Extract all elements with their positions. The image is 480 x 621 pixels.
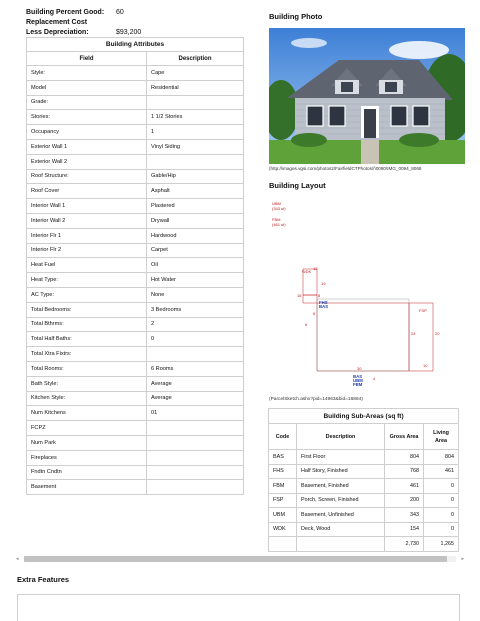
- subarea-living: 0: [424, 508, 459, 523]
- subarea-living: 0: [424, 522, 459, 537]
- building-layout-title: Building Layout: [269, 181, 326, 190]
- dim-16: 16: [297, 293, 302, 298]
- attribute-field: Num Kitchens: [27, 406, 147, 421]
- replacement-cost-row: [26, 18, 246, 28]
- attribute-field: Interior Wall 2: [27, 213, 147, 228]
- subareas-total-living: 1,265: [424, 537, 459, 552]
- subareas-title: Building Sub-Areas (sq ft): [269, 409, 459, 424]
- attribute-field: Num Park: [27, 435, 147, 450]
- subareas-description-header: Description: [297, 424, 385, 450]
- building-attributes-table: [26, 37, 244, 495]
- attribute-row: [27, 361, 244, 376]
- subareas-gross-header: Gross Area: [385, 424, 424, 450]
- percent-good-value: 60: [116, 9, 124, 16]
- less-depreciation-label: Less Depreciation:: [26, 29, 89, 36]
- attribute-field: Interior Wall 1: [27, 199, 147, 214]
- label-bas-bottom: BAS: [353, 374, 363, 379]
- attribute-field: AC Type:: [27, 287, 147, 302]
- attribute-description: 1: [147, 125, 244, 140]
- attribute-description: [147, 347, 244, 362]
- attribute-row: [27, 302, 244, 317]
- subareas-living-header: Living Area: [424, 424, 459, 450]
- attribute-description: [147, 465, 244, 480]
- building-summary: [26, 8, 246, 38]
- dim-20: 20: [435, 331, 440, 336]
- attribute-description: Hardwood: [147, 228, 244, 243]
- building-subareas-table: [268, 408, 459, 552]
- attribute-row: [27, 435, 244, 450]
- attribute-field: Total Bthrms:: [27, 317, 147, 332]
- attribute-row: [27, 332, 244, 347]
- sketch-fsp: [409, 303, 433, 371]
- attribute-row: [27, 139, 244, 154]
- subarea-row: [269, 522, 459, 537]
- attributes-field-header: Field: [27, 52, 147, 66]
- attribute-description: Cape: [147, 66, 244, 81]
- label-ubm-bottom: UBM: [353, 378, 363, 383]
- dim-19-top: 19: [321, 281, 326, 286]
- attribute-description: Oil: [147, 258, 244, 273]
- attribute-field: Interior Flr 2: [27, 243, 147, 258]
- attribute-row: [27, 287, 244, 302]
- attribute-description: [147, 154, 244, 169]
- horizontal-scrollbar[interactable]: [16, 555, 464, 563]
- attribute-field: FCPZ: [27, 421, 147, 436]
- subarea-gross: 804: [385, 450, 424, 465]
- label-fsp: FSP: [419, 308, 427, 313]
- subareas-total-gross: 2,730: [385, 537, 424, 552]
- attribute-field: Stories:: [27, 110, 147, 125]
- dim-12: 12: [313, 266, 318, 271]
- attribute-description: Hot Water: [147, 273, 244, 288]
- dim-24: 24: [411, 331, 416, 336]
- legend-fbm-area: (461 sf): [272, 222, 286, 227]
- subarea-row: [269, 493, 459, 508]
- attribute-description: [147, 480, 244, 495]
- attribute-row: [27, 228, 244, 243]
- attribute-description: Vinyl Siding: [147, 139, 244, 154]
- attribute-row: [27, 184, 244, 199]
- label-wdk: WDK: [302, 269, 312, 274]
- attribute-field: Total Rooms:: [27, 361, 147, 376]
- attribute-row: [27, 243, 244, 258]
- attributes-title: Building Attributes: [27, 38, 244, 52]
- subarea-description: Half Story, Finished: [297, 464, 385, 479]
- sketch-bas: [317, 303, 409, 371]
- subarea-description: First Floor: [297, 450, 385, 465]
- dim-10: 10: [423, 363, 428, 368]
- legend-ubm-area: (343 sf): [272, 206, 286, 211]
- subarea-code: BAS: [269, 450, 297, 465]
- attribute-field: Kitchen Style:: [27, 391, 147, 406]
- attribute-field: Exterior Wall 1: [27, 139, 147, 154]
- attribute-description: [147, 450, 244, 465]
- attribute-field: Occupancy: [27, 125, 147, 140]
- attribute-field: Style:: [27, 66, 147, 81]
- attribute-description: Drywall: [147, 213, 244, 228]
- subareas-body: [269, 450, 459, 537]
- attribute-description: [147, 95, 244, 110]
- extra-features-panel: [17, 594, 460, 621]
- attribute-description: Average: [147, 391, 244, 406]
- subareas-total-row: [269, 537, 459, 552]
- attribute-description: None: [147, 287, 244, 302]
- attribute-description: 1 1/2 Stories: [147, 110, 244, 125]
- attribute-row: [27, 125, 244, 140]
- attribute-field: Roof Cover: [27, 184, 147, 199]
- attribute-description: 2: [147, 317, 244, 332]
- subarea-code: UBM: [269, 508, 297, 523]
- attribute-field: Grade:: [27, 95, 147, 110]
- subarea-gross: 768: [385, 464, 424, 479]
- attribute-description: 6 Rooms: [147, 361, 244, 376]
- attribute-row: [27, 66, 244, 81]
- attribute-description: Average: [147, 376, 244, 391]
- house-photo-image: [269, 28, 465, 164]
- attribute-description: Residential: [147, 80, 244, 95]
- label-fbm-bottom: FBM: [353, 382, 363, 387]
- attribute-field: Exterior Wall 2: [27, 154, 147, 169]
- attribute-row: [27, 95, 244, 110]
- attribute-field: Heat Fuel: [27, 258, 147, 273]
- subarea-living: 461: [424, 464, 459, 479]
- subarea-row: [269, 450, 459, 465]
- sketch-outline: [317, 299, 409, 371]
- attribute-field: Roof Structure:: [27, 169, 147, 184]
- subarea-row: [269, 479, 459, 494]
- scroll-right-arrow-icon[interactable]: ▸: [461, 556, 464, 562]
- layout-sketch-svg: [269, 195, 465, 395]
- dim-6: 6: [313, 311, 316, 316]
- building-layout-sketch[interactable]: [269, 195, 465, 395]
- attribute-field: Total Xtra Fixtrs:: [27, 347, 147, 362]
- attribute-description: Carpet: [147, 243, 244, 258]
- subarea-code: FHS: [269, 464, 297, 479]
- subarea-description: Basement, Finished: [297, 479, 385, 494]
- attribute-row: [27, 213, 244, 228]
- attribute-field: Bath Style:: [27, 376, 147, 391]
- subarea-code: WDK: [269, 522, 297, 537]
- attribute-description: [147, 421, 244, 436]
- building-photo[interactable]: [269, 28, 465, 164]
- attribute-row: [27, 347, 244, 362]
- attribute-row: [27, 450, 244, 465]
- subareas-code-header: Code: [269, 424, 297, 450]
- attributes-description-header: Description: [147, 52, 244, 66]
- attribute-row: [27, 154, 244, 169]
- subarea-row: [269, 464, 459, 479]
- attribute-row: [27, 406, 244, 421]
- subarea-living: 0: [424, 479, 459, 494]
- scrollbar-thumb[interactable]: [24, 556, 447, 562]
- attribute-row: [27, 273, 244, 288]
- subarea-living: 804: [424, 450, 459, 465]
- replacement-cost-label: Replacement Cost: [26, 19, 88, 26]
- less-depreciation-value: $93,200: [116, 29, 142, 36]
- subarea-gross: 461: [385, 479, 424, 494]
- subarea-code: FBM: [269, 479, 297, 494]
- subarea-row: [269, 508, 459, 523]
- subarea-gross: 200: [385, 493, 424, 508]
- dim-30: 30: [357, 366, 362, 371]
- attribute-row: [27, 110, 244, 125]
- attributes-body: [27, 66, 244, 495]
- attribute-description: [147, 435, 244, 450]
- dim-8: 8: [318, 293, 321, 298]
- attribute-field: Basement: [27, 480, 147, 495]
- legend-ubm: UBM: [272, 201, 281, 206]
- attribute-row: [27, 199, 244, 214]
- subarea-description: Porch, Screen, Finished: [297, 493, 385, 508]
- subarea-living: 0: [424, 493, 459, 508]
- attribute-row: [27, 480, 244, 495]
- attribute-field: Total Half Baths:: [27, 332, 147, 347]
- subarea-description: Deck, Wood: [297, 522, 385, 537]
- dim-6-left: 6: [305, 322, 308, 327]
- percent-good-row: [26, 8, 246, 18]
- subarea-gross: 343: [385, 508, 424, 523]
- scrollbar-track[interactable]: [24, 556, 456, 562]
- attribute-description: Plastered: [147, 199, 244, 214]
- attribute-field: Heat Type:: [27, 273, 147, 288]
- attribute-field: Model: [27, 80, 147, 95]
- attribute-description: 0: [147, 332, 244, 347]
- attribute-row: [27, 421, 244, 436]
- attribute-row: [27, 169, 244, 184]
- label-fhs: FHS: [319, 300, 328, 305]
- photo-link[interactable]: (http://images.vgsi.com/photos2/FairfieldCTPhotos//\0080\IMG_0094_8068: [269, 166, 422, 171]
- subarea-description: Basement, Unfinished: [297, 508, 385, 523]
- label-bas-top: BAS: [319, 304, 329, 309]
- attribute-field: Interior Flr 1: [27, 228, 147, 243]
- dim-4: 4: [373, 376, 376, 381]
- attribute-field: Fireplaces: [27, 450, 147, 465]
- attribute-description: Gable/Hip: [147, 169, 244, 184]
- attribute-description: 3 Bedrooms: [147, 302, 244, 317]
- sketch-link[interactable]: (ParcelSketch.ashx?pid=14963&bid=16864): [269, 397, 363, 402]
- attribute-field: Fndtn Cndtn: [27, 465, 147, 480]
- legend-fbm: FBM: [272, 217, 281, 222]
- attribute-row: [27, 465, 244, 480]
- attribute-description: 01: [147, 406, 244, 421]
- subarea-gross: 154: [385, 522, 424, 537]
- attribute-row: [27, 258, 244, 273]
- attribute-field: Total Bedrooms:: [27, 302, 147, 317]
- extra-features-title: Extra Features: [17, 575, 70, 584]
- attribute-row: [27, 80, 244, 95]
- attribute-description: Asphalt: [147, 184, 244, 199]
- attribute-row: [27, 376, 244, 391]
- percent-good-label: Building Percent Good:: [26, 9, 105, 16]
- attribute-row: [27, 317, 244, 332]
- building-photo-title: Building Photo: [269, 12, 323, 21]
- sketch-fhs-lower: [303, 295, 317, 303]
- subarea-code: FSP: [269, 493, 297, 508]
- attribute-row: [27, 391, 244, 406]
- scroll-left-arrow-icon[interactable]: ◂: [16, 556, 19, 562]
